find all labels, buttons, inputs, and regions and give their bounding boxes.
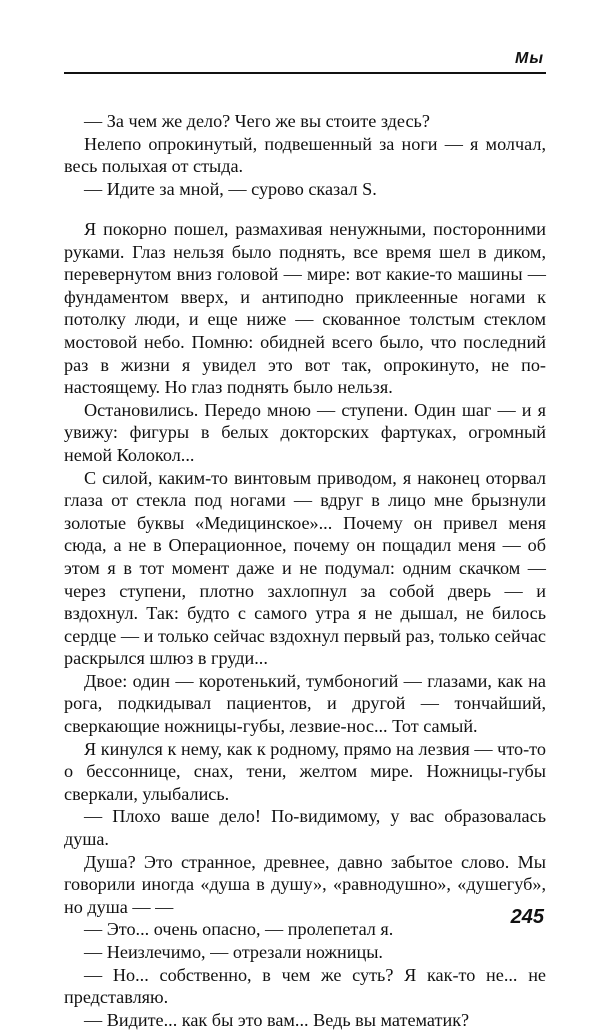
paragraph: — Но... собственно, в чем же суть? Я как-то не... не представляю.	[64, 964, 546, 1008]
top-text-block	[64, 110, 546, 200]
paragraph: С силой, каким-то винтовым приводом, я наконец оторвал глаза от стекла под ногами — вдруг в лицо мне брызнули золотые буквы «Медицинское»... Почему он привел меня сюда, а не в Операционное, почему он пощадил меня — об этом я в тот момент даже и не подумал: одним скачком — через ступени, плотно захлопнул за собой дверь — и вздохнул. Так: будто с самого утра я не дышал, не билось сердце — и только сейчас вздохнул первый раз, только сейчас раскрылся шлюз в груди...	[64, 467, 546, 669]
page-number: 245	[510, 906, 544, 928]
main-text-block	[64, 218, 546, 1031]
paragraph: — Видите... как бы это вам... Ведь вы математик?	[84, 1009, 470, 1030]
paragraph: — Плохо ваше дело! По-видимому, у вас образовалась душа.	[64, 806, 546, 850]
paragraph: — Идите за мной, — сурово сказал S.	[84, 178, 377, 199]
paragraph: — Это... очень опасно, — пролепетал я.	[84, 919, 394, 940]
paragraph: — Неизлечимо, — отрезали ножницы.	[84, 942, 383, 962]
paragraph: Я покорно пошел, размахивая ненужными, посторонними руками. Глаз нельзя было поднять, все время шел в диком, перевернутом вниз головой — мире: вот какие-то машины — фундаментом вверх, и антиподно приклеенные ногами к потолку люди, и еще ниже — скованное толстым стеклом мостовой небо. Помню: обидней всего было, что последний раз в жизни я увидел это вот так, опрокинуто, не по-настоящему. Но глаз поднять было нельзя.	[64, 219, 546, 398]
paragraph: Двое: один — коротенький, тумбоногий — глазами, как на рога, подкидывал пациентов, и другой — тончайший, сверкающие ножницы-губы, лезвие-нос... Тот самый.	[64, 670, 546, 737]
paragraph: Остановились. Передо мною — ступени. Один шаг — и я увижу: фигуры в белых докторских фартуках, огромный немой Колокол...	[64, 399, 546, 465]
paragraph: Нелепо опрокинутый, подвешенный за ноги — я молчал, весь полыхая от стыда.	[64, 133, 546, 177]
running-header-title: Мы	[515, 50, 544, 67]
paragraph: Душа? Это странное, древнее, давно забытое слово. Мы говорили иногда «душа в душу», «равнодушно», «душегуб», но душа — —	[64, 851, 546, 917]
paragraph: — За чем же дело? Чего же вы стоите здесь?	[84, 111, 430, 131]
paragraph: Я кинулся к нему, как к родному, прямо на лезвия — что-то о бессоннице, снах, тени, желтом мире. Ножницы-губы сверкали, улыбались.	[64, 738, 546, 804]
header-rule	[64, 72, 546, 74]
